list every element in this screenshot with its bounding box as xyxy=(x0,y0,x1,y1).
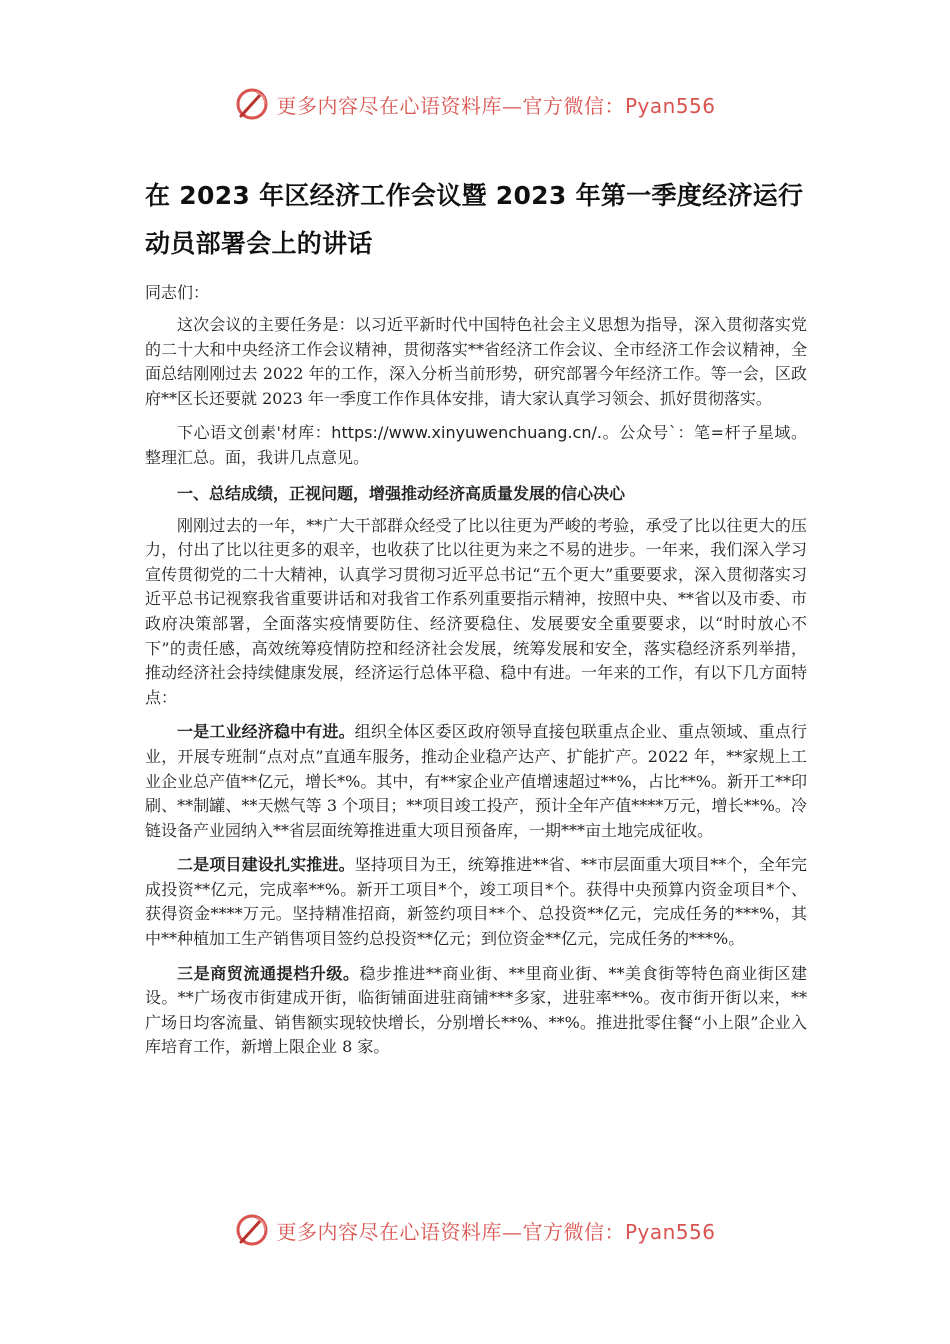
point-paragraph-1 xyxy=(145,720,807,843)
greeting: 同志们： xyxy=(145,283,210,302)
source-prefix: 下心语文创素'材库： xyxy=(177,423,332,443)
banner-text: 更多内容尽在心语资料库—官方微信：Pyan556 xyxy=(276,93,716,118)
header-watermark-banner xyxy=(0,84,950,124)
point-body: 坚持项目为王，统筹推进**省、**市层面重大项目**个，全年完成投资**亿元，完成率**%。新开工项目*个，竣工项目*个。获得中央预算内资金项目*个、获得资金****万元。坚持精准招商，新签约项目**个、总投资**亿元，完成任务的***%，其中**种植加工生产销售项目签约总投资**亿元；到位资金**亿元，完成任务的***%。 xyxy=(145,855,807,949)
point-lead: 一是工业经济稳中有进。 xyxy=(177,722,355,742)
source-suffix: 。公众号`：笔=杆子星域。整理汇总。面，我讲几点意见。 xyxy=(145,423,807,467)
source-paragraph xyxy=(145,421,807,470)
intro-paragraph: 这次会议的主要任务是：以习近平新时代中国特色社会主义思想为指导，深入贯彻落实党的二十大和中央经济工作会议精神，贯彻落实**省经济工作会议、全市经济工作会议精神，全面总结刚刚过去 2022 年的工作，深入分析当前形势，研究部署今年经济工作。等一会，区政府**区长还要就 2023 年一季度工作作具体安排，请大家认真学习领会、抓好贯彻落实。 xyxy=(145,315,807,408)
section1-paragraph: 刚刚过去的一年，**广大干部群众经受了比以往更为严峻的考验，承受了比以往更大的压力，付出了比以往更多的艰辛，也收获了比以往更为来之不易的进步。一年来，我们深入学习宣传贯彻党的二十大精神，认真学习贯彻习近平总书记“五个更大”重要要求，深入贯彻落实习近平总书记视察我省重要讲话和对我省工作系列重要指示精神，按照中央、**省以及市委、市政府决策部署，全面落实疫情要防住、经济要稳住、发展要安全重要要求，以“时时放心不下”的责任感，高效统筹疫情防控和经济社会发展，统筹发展和安全，落实稳经济系列举措，推动经济社会持续健康发展，经济运行总体平稳、稳中有进。一年来的工作，有以下几方面特点： xyxy=(145,515,807,707)
brush-logo-icon xyxy=(234,1212,270,1248)
point-body: 组织全体区委区政府领导直接包联重点企业、重点领域、重点行业，开展专班制“点对点”直通车服务，推动企业稳产达产、扩能扩产。2022 年，**家规上工业企业总产值**亿元，增长*%。其中，有**家企业产值增速超过**%，占比**%。新开工**印刷、**制罐、**天燃气等 3 个项目；**项目竣工投产，预计全年产值****万元，增长**%。冷链设备产业园纳入**省层面统筹推进重大项目预备库，一期***亩土地完成征收。 xyxy=(145,722,807,840)
point-body: 稳步推进**商业街、**里商业街、**美食街等特色商业街区建设。**广场夜市街建成开街，临街铺面进驻商铺***多家，进驻率**%。夜市街开街以来，**广场日均客流量、销售额实现较快增长，分别增长**%、**%。推进批零住餐“小上限”企业入库培育工作，新增上限企业 8 家。 xyxy=(145,963,807,1057)
point-lead: 二是项目建设扎实推进。 xyxy=(177,855,355,875)
point-lead: 三是商贸流通提档升级。 xyxy=(177,963,360,983)
document-body xyxy=(145,172,807,1070)
source-url: https://www.xinyuwenchuang.cn/. xyxy=(331,423,602,443)
point-paragraph-3 xyxy=(145,962,807,1060)
banner-wechat-id: Pyan556 xyxy=(624,1219,716,1244)
point-paragraph-2 xyxy=(145,853,807,951)
brush-logo-icon xyxy=(234,86,270,122)
footer-watermark-banner xyxy=(0,1210,950,1250)
banner-text: 更多内容尽在心语资料库—官方微信：Pyan556 xyxy=(276,1219,716,1244)
banner-wechat-id: Pyan556 xyxy=(624,93,716,118)
section-heading-1: 一、总结成绩，正视问题，增强推动经济高质量发展的信心决心 xyxy=(177,483,626,503)
document-title: 在 2023 年区经济工作会议暨 2023 年第一季度经济运行动员部署会上的讲话 xyxy=(145,181,804,258)
